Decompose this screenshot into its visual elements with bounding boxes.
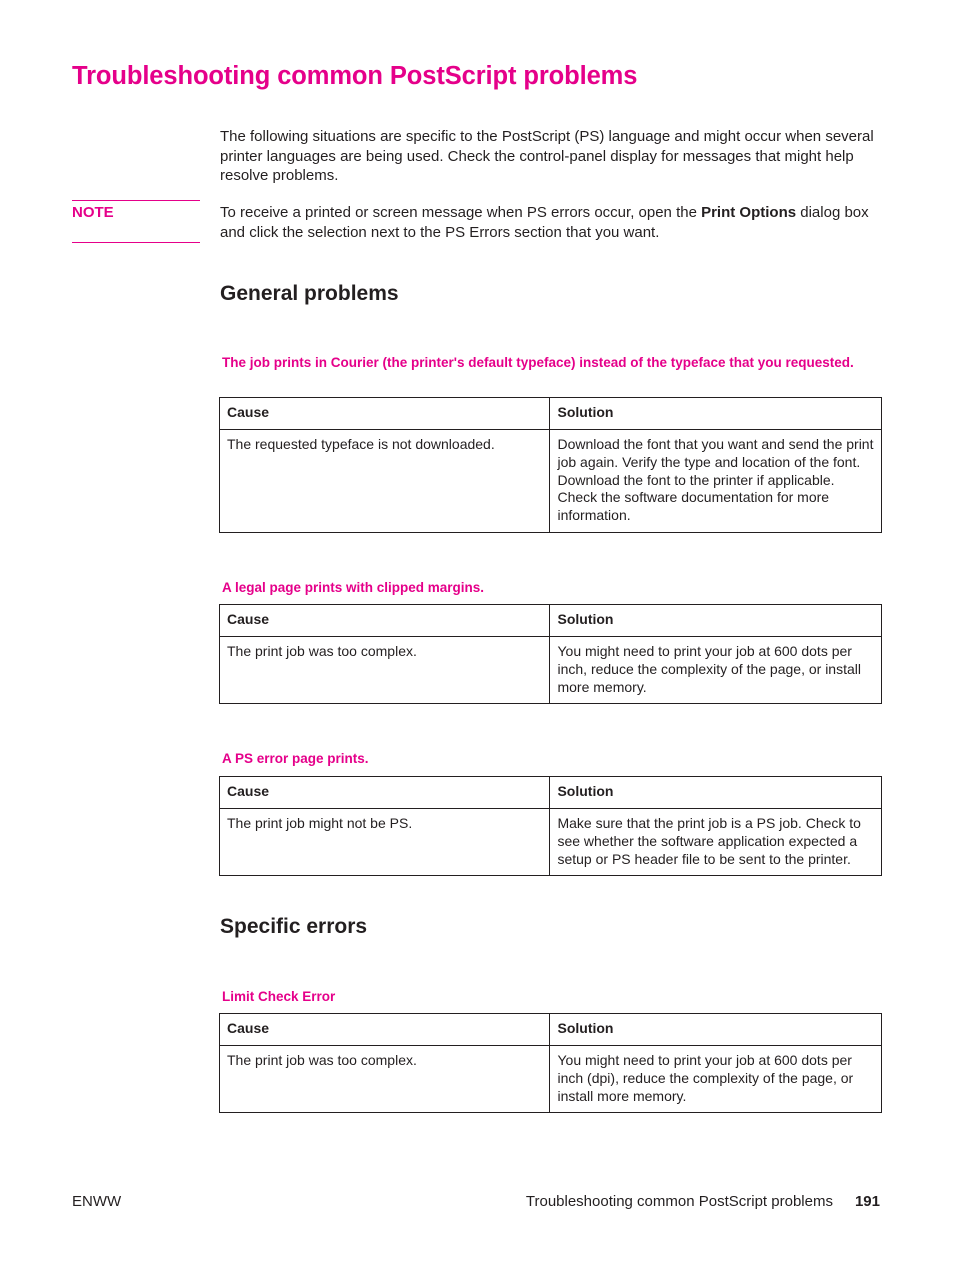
cause-cell: The print job might not be PS. [220,809,550,876]
cause-cell: The print job was too complex. [220,637,550,704]
header-solution: Solution [550,777,882,809]
footer-right [526,1193,880,1210]
troubleshooting-table-ps-error-page [219,776,882,876]
cause-cell: The requested typeface is not downloaded. [220,430,550,533]
table-row [220,809,882,876]
problem-title-limit-check-error: Limit Check Error [222,989,336,1004]
cause-cell: The print job was too complex. [220,1046,550,1113]
note-text [220,203,890,242]
note-text-bold: Print Options [701,204,797,221]
solution-cell: Make sure that the print job is a PS job. Check to see whether the software application expected a setup or PS header file to be sent to the printer. [550,809,882,876]
header-cause: Cause [220,777,550,809]
section-heading-specific-errors: Specific errors [220,915,368,938]
header-solution: Solution [550,1014,882,1046]
troubleshooting-table-limit-check-error [219,1013,882,1113]
solution-cell: You might need to print your job at 600 dots per inch (dpi), reduce the complexity of the page, or install more memory. [550,1046,882,1113]
table-row [220,430,882,533]
troubleshooting-table-legal-page [219,604,882,704]
problem-title-courier: The job prints in Courier (the printer's default typeface) instead of the typeface that you requested. [222,355,854,370]
header-solution: Solution [550,605,882,637]
table-row [220,637,882,704]
table-header-row [220,398,882,430]
table-header-row [220,777,882,809]
page-title: Troubleshooting common PostScript problems [72,62,638,90]
note-text-before: To receive a printed or screen message when PS errors occur, open the [220,204,702,221]
problem-title-legal-page: A legal page prints with clipped margins. [222,580,485,595]
header-solution: Solution [550,398,882,430]
footer-locale: ENWW [72,1193,122,1210]
troubleshooting-table-courier [219,397,882,533]
problem-title-ps-error-page: A PS error page prints. [222,751,369,766]
page-number: 191 [854,1193,880,1210]
solution-cell: Download the font that you want and send the print job again. Verify the type and location of the font. Download the font to the printer if applicable. Check the software documentation for more information. [550,430,882,533]
note-text-after: dialog box and click the selection next to the PS Errors section that you want. [220,204,869,241]
note-bottom-rule [72,242,200,243]
header-cause: Cause [220,398,550,430]
solution-cell: You might need to print your job at 600 dots per inch, reduce the complexity of the page, or install more memory. [550,637,882,704]
table-header-row [220,605,882,637]
table-row [220,1046,882,1113]
note-label: NOTE [72,204,114,221]
section-heading-general-problems: General problems [220,282,399,305]
header-cause: Cause [220,1014,550,1046]
note-top-rule [72,200,200,201]
footer-section-title: Troubleshooting common PostScript problems [525,1193,833,1210]
table-header-row [220,1014,882,1046]
intro-paragraph: The following situations are specific to the PostScript (PS) language and might occur when several printer languages are being used. Check the control-panel display for messages that might help resolve problems. [220,128,874,184]
header-cause: Cause [220,605,550,637]
